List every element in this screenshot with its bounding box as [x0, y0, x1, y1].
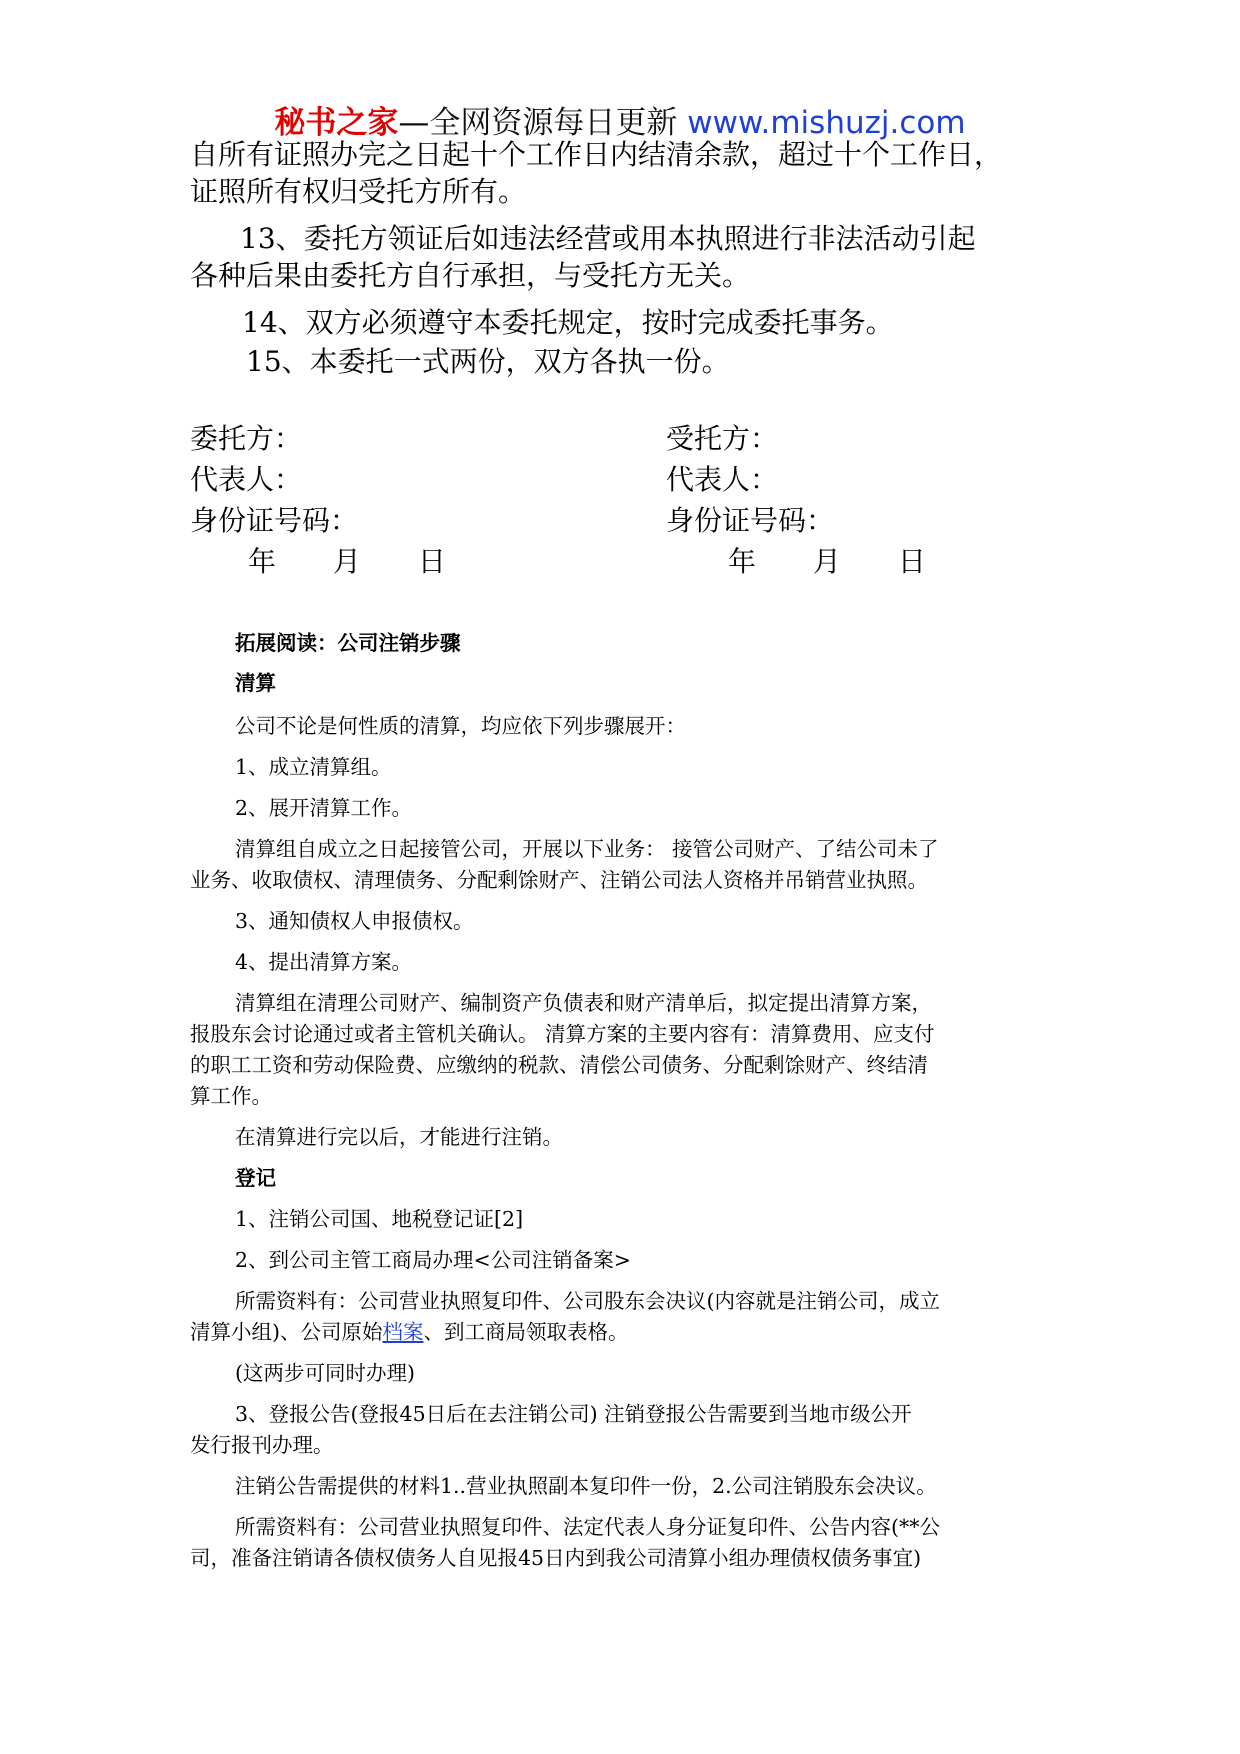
- clause-13-cont: 各种后果由委托方自行承担，与受托方无关。: [190, 259, 751, 292]
- clause-14: 14、双方必须遵守本委托规定，按时完成委托事务。: [242, 306, 894, 339]
- text-run: 、到工商局领取表格。: [423, 1320, 629, 1344]
- paragraph: 1、成立清算组。: [235, 755, 392, 779]
- day-label: 日: [897, 545, 926, 578]
- year-label: 年: [728, 545, 757, 578]
- header-dash: —: [398, 105, 430, 141]
- paragraph: 2、展开清算工作。: [235, 796, 413, 820]
- representative-label: 代表人：: [666, 463, 779, 496]
- day-label: 日: [417, 545, 446, 578]
- paragraph-cont: 司，准备注销请各债权债务人自见报45日内到我公司清算小组办理债权债务事宜): [190, 1546, 922, 1570]
- paragraph-cont: 发行报刊办理。: [190, 1433, 334, 1457]
- paragraph: 所需资料有：公司营业执照复印件、公司股东会决议(内容就是注销公司，成立: [235, 1289, 940, 1313]
- paragraph: (这两步可同时办理): [235, 1361, 415, 1385]
- paragraph: 在清算进行完以后，才能进行注销。: [235, 1125, 563, 1149]
- representative-label: 代表人：: [190, 463, 303, 496]
- month-label: 月: [332, 545, 361, 578]
- paragraph: 清算组在清理公司财产、编制资产负债表和财产清单后，拟定提出清算方案，: [235, 991, 932, 1015]
- agent-label: 受托方：: [666, 422, 779, 455]
- paragraph: 3、登报公告(登报45日后在去注销公司) 注销登报公告需要到当地市级公开: [235, 1402, 912, 1426]
- paragraph-cont: [190, 1317, 629, 1347]
- paragraph: 2、到公司主管工商局办理<公司注销备案>: [235, 1248, 631, 1272]
- signature-left: [190, 418, 446, 582]
- text-run: 清算小组)、公司原始: [190, 1320, 383, 1344]
- signature-right: [666, 418, 926, 582]
- section-heading-liquidation: 清算: [235, 671, 276, 695]
- header-brand: 秘书之家: [274, 105, 399, 141]
- paragraph: 清算组自成立之日起接管公司，开展以下业务： 接管公司财产、了结公司未了: [235, 837, 939, 861]
- clause-13: 13、委托方领证后如违法经营或用本执照进行非法活动引起: [240, 222, 976, 255]
- id-number-label: 身份证号码：: [666, 504, 835, 537]
- paragraph-cont: 业务、收取债权、清理债务、分配剩馀财产、注销公司法人资格并吊销营业执照。: [190, 868, 928, 892]
- paragraph-cont: 算工作。: [190, 1084, 272, 1108]
- paragraph: 公司不论是何性质的清算，均应依下列步骤展开：: [235, 714, 686, 738]
- paragraph-cont: 报股东会讨论通过或者主管机关确认。 清算方案的主要内容有：清算费用、应支付: [190, 1022, 935, 1046]
- paragraph: 3、通知债权人申报债权。: [235, 909, 474, 933]
- date-line: [666, 541, 926, 582]
- section-heading-registration: 登记: [235, 1166, 276, 1190]
- date-line: [190, 541, 446, 582]
- paragraph: 4、提出清算方案。: [235, 950, 413, 974]
- header-slogan: 全网资源每日更新: [429, 105, 678, 141]
- archive-link[interactable]: 档案: [382, 1320, 424, 1344]
- paragraph: 1、注销公司国、地税登记证[2]: [235, 1207, 524, 1231]
- paragraph: 注销公告需提供的材料1..营业执照副本复印件一份，2.公司注销股东会决议。: [235, 1474, 937, 1498]
- paragraph: 所需资料有：公司营业执照复印件、法定代表人身分证复印件、公告内容(**公: [235, 1515, 940, 1539]
- paragraph-cont: 的职工工资和劳动保险费、应缴纳的税款、清偿公司债务、分配剩馀财产、终结清: [190, 1053, 928, 1077]
- id-number-label: 身份证号码：: [190, 504, 359, 537]
- clause-line: 证照所有权归受托方所有。: [190, 175, 527, 208]
- principal-label: 委托方：: [190, 422, 303, 455]
- contract-clauses: [190, 136, 1090, 380]
- clause-line: 自所有证照办完之日起十个工作日内结清余款，超过十个工作日，: [190, 138, 1003, 171]
- month-label: 月: [812, 545, 841, 578]
- clause-15: 15、本委托一式两份，双方各执一份。: [246, 345, 730, 378]
- extended-title: 拓展阅读：公司注销步骤: [235, 631, 461, 655]
- header-url-link[interactable]: www.mishuzj.com: [687, 105, 966, 141]
- year-label: 年: [248, 545, 277, 578]
